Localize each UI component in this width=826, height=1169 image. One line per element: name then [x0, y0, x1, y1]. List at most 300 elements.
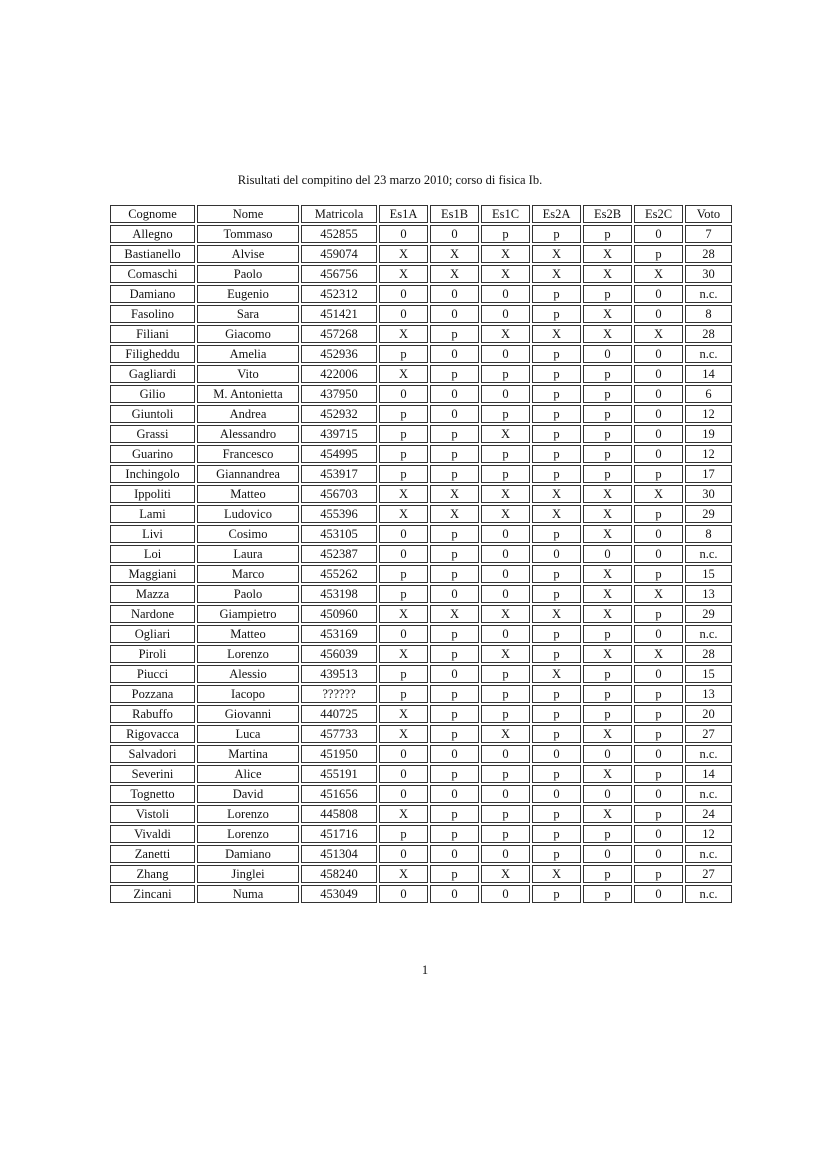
table-cell: 17 [685, 465, 732, 483]
table-cell: p [532, 725, 581, 743]
table-cell: p [583, 225, 632, 243]
table-cell: 0 [430, 785, 479, 803]
table-cell: 0 [583, 345, 632, 363]
table-cell: 451304 [301, 845, 377, 863]
table-cell: X [583, 245, 632, 263]
table-cell: p [583, 405, 632, 423]
table-cell: 12 [685, 445, 732, 463]
table-cell: p [379, 565, 428, 583]
table-cell: X [634, 265, 683, 283]
table-cell: Bastianello [110, 245, 195, 263]
table-row [110, 245, 732, 263]
table-cell: p [583, 885, 632, 903]
table-cell: p [532, 845, 581, 863]
table-cell: X [481, 645, 530, 663]
table-cell: 440725 [301, 705, 377, 723]
table-cell: Pozzana [110, 685, 195, 703]
table-cell: X [583, 805, 632, 823]
table-cell: p [430, 545, 479, 563]
column-header: Matricola [301, 205, 377, 223]
table-cell: Giovanni [197, 705, 299, 723]
table-cell: p [634, 605, 683, 623]
table-cell: Lorenzo [197, 645, 299, 663]
table-cell: 452936 [301, 345, 377, 363]
table-row [110, 885, 732, 903]
table-cell: 0 [634, 745, 683, 763]
table-row [110, 825, 732, 843]
table-cell: p [583, 425, 632, 443]
table-cell: 0 [379, 625, 428, 643]
table-cell: Giacomo [197, 325, 299, 343]
table-cell: 0 [634, 345, 683, 363]
table-cell: p [532, 465, 581, 483]
table-cell: 451656 [301, 785, 377, 803]
table-cell: p [430, 805, 479, 823]
table-cell: p [583, 705, 632, 723]
table-cell: 0 [481, 525, 530, 543]
table-cell: 20 [685, 705, 732, 723]
table-cell: X [481, 605, 530, 623]
table-row [110, 645, 732, 663]
table-cell: 445808 [301, 805, 377, 823]
table-cell: 0 [430, 345, 479, 363]
table-row [110, 345, 732, 363]
table-cell: Eugenio [197, 285, 299, 303]
table-cell: p [532, 885, 581, 903]
column-header: Voto [685, 205, 732, 223]
table-cell: n.c. [685, 345, 732, 363]
table-cell: 0 [379, 385, 428, 403]
column-header: Cognome [110, 205, 195, 223]
table-cell: 0 [430, 585, 479, 603]
table-cell: X [379, 245, 428, 263]
table-cell: David [197, 785, 299, 803]
table-cell: 455262 [301, 565, 377, 583]
table-cell: 452932 [301, 405, 377, 423]
table-cell: 0 [532, 745, 581, 763]
table-cell: 453198 [301, 585, 377, 603]
table-cell: 14 [685, 365, 732, 383]
table-cell: 0 [481, 345, 530, 363]
table-cell: X [430, 505, 479, 523]
table-cell: 457268 [301, 325, 377, 343]
table-cell: Rigovacca [110, 725, 195, 743]
table-cell: p [583, 465, 632, 483]
table-cell: p [532, 565, 581, 583]
table-cell: Ogliari [110, 625, 195, 643]
table-cell: Gagliardi [110, 365, 195, 383]
table-cell: 0 [532, 545, 581, 563]
table-cell: 0 [634, 405, 683, 423]
table-cell: 0 [481, 565, 530, 583]
table-cell: Lorenzo [197, 825, 299, 843]
table-cell: p [532, 825, 581, 843]
table-cell: X [379, 485, 428, 503]
table-cell: X [430, 245, 479, 263]
table-cell: p [481, 405, 530, 423]
table-cell: 453917 [301, 465, 377, 483]
table-cell: Grassi [110, 425, 195, 443]
table-cell: p [583, 445, 632, 463]
table-cell: Mazza [110, 585, 195, 603]
table-row [110, 665, 732, 683]
table-cell: Alvise [197, 245, 299, 263]
table-cell: 13 [685, 585, 732, 603]
table-cell: Zincani [110, 885, 195, 903]
table-cell: 452387 [301, 545, 377, 563]
table-cell: Paolo [197, 265, 299, 283]
table-cell: 0 [481, 845, 530, 863]
table-cell: X [634, 645, 683, 663]
table-cell: 0 [379, 785, 428, 803]
table-cell: p [379, 665, 428, 683]
table-cell: Laura [197, 545, 299, 563]
table-cell: 0 [481, 625, 530, 643]
table-cell: X [532, 605, 581, 623]
table-cell: 27 [685, 865, 732, 883]
table-cell: p [481, 705, 530, 723]
table-cell: n.c. [685, 885, 732, 903]
table-cell: 453105 [301, 525, 377, 543]
table-cell: 0 [430, 665, 479, 683]
table-cell: p [583, 385, 632, 403]
table-cell: 0 [430, 885, 479, 903]
table-cell: p [532, 425, 581, 443]
table-cell: X [532, 265, 581, 283]
table-cell: Fasolino [110, 305, 195, 323]
table-cell: p [634, 505, 683, 523]
table-cell: X [583, 645, 632, 663]
table-row [110, 705, 732, 723]
table-cell: Nardone [110, 605, 195, 623]
table-row [110, 845, 732, 863]
table-cell: p [481, 445, 530, 463]
table-cell: 0 [379, 305, 428, 323]
table-cell: Livi [110, 525, 195, 543]
table-row [110, 405, 732, 423]
table-cell: Loi [110, 545, 195, 563]
table-cell: p [379, 425, 428, 443]
table-row [110, 565, 732, 583]
table-cell: 0 [430, 225, 479, 243]
table-cell: X [532, 505, 581, 523]
table-cell: Piucci [110, 665, 195, 683]
table-cell: 439513 [301, 665, 377, 683]
table-row [110, 305, 732, 323]
table-cell: Severini [110, 765, 195, 783]
table-cell: Paolo [197, 585, 299, 603]
table-cell: 28 [685, 325, 732, 343]
table-cell: p [379, 445, 428, 463]
table-cell: p [532, 705, 581, 723]
table-cell: p [634, 765, 683, 783]
table-cell: 452312 [301, 285, 377, 303]
table-cell: Vistoli [110, 805, 195, 823]
table-cell: p [379, 465, 428, 483]
table-cell: p [583, 825, 632, 843]
table-cell: n.c. [685, 285, 732, 303]
table-cell: 0 [634, 225, 683, 243]
table-cell: 0 [634, 285, 683, 303]
table-cell: 456703 [301, 485, 377, 503]
table-cell: p [379, 405, 428, 423]
table-cell: X [583, 305, 632, 323]
table-cell: p [532, 385, 581, 403]
table-cell: 439715 [301, 425, 377, 443]
table-cell: 14 [685, 765, 732, 783]
table-cell: p [481, 365, 530, 383]
table-cell: p [634, 865, 683, 883]
table-cell: p [532, 685, 581, 703]
table-cell: p [430, 645, 479, 663]
table-cell: p [532, 645, 581, 663]
table-cell: 422006 [301, 365, 377, 383]
table-cell: X [481, 865, 530, 883]
table-cell: p [532, 345, 581, 363]
table-cell: 455191 [301, 765, 377, 783]
table-row [110, 325, 732, 343]
table-cell: Martina [197, 745, 299, 763]
table-cell: p [583, 865, 632, 883]
table-cell: M. Antonietta [197, 385, 299, 403]
table-cell: X [532, 325, 581, 343]
table-cell: 454995 [301, 445, 377, 463]
table-cell: X [634, 585, 683, 603]
table-row [110, 225, 732, 243]
table-cell: X [379, 725, 428, 743]
table-cell: p [583, 285, 632, 303]
table-cell: p [430, 825, 479, 843]
table-cell: X [379, 265, 428, 283]
table-cell: X [583, 325, 632, 343]
table-cell: n.c. [685, 545, 732, 563]
table-cell: X [583, 505, 632, 523]
table-cell: p [583, 685, 632, 703]
table-cell: X [379, 805, 428, 823]
table-cell: p [481, 665, 530, 683]
table-cell: p [430, 565, 479, 583]
table-cell: p [634, 805, 683, 823]
table-cell: 0 [430, 845, 479, 863]
column-header: Es1C [481, 205, 530, 223]
column-header: Es2C [634, 205, 683, 223]
table-cell: 0 [634, 845, 683, 863]
table-cell: X [379, 505, 428, 523]
table-cell: p [379, 345, 428, 363]
table-cell: Filigheddu [110, 345, 195, 363]
table-cell: X [634, 485, 683, 503]
table-cell: X [379, 325, 428, 343]
table-cell: 0 [634, 365, 683, 383]
table-cell: 0 [634, 785, 683, 803]
table-cell: Lami [110, 505, 195, 523]
table-cell: p [430, 325, 479, 343]
table-cell: Alice [197, 765, 299, 783]
table-cell: Sara [197, 305, 299, 323]
table-cell: X [532, 245, 581, 263]
table-cell: 0 [634, 885, 683, 903]
table-cell: p [583, 625, 632, 643]
table-cell: 456756 [301, 265, 377, 283]
table-cell: X [583, 525, 632, 543]
table-cell: X [583, 605, 632, 623]
table-cell: 0 [481, 785, 530, 803]
table-cell: X [379, 705, 428, 723]
table-row [110, 685, 732, 703]
table-cell: 0 [481, 305, 530, 323]
table-row [110, 745, 732, 763]
table-cell: Filiani [110, 325, 195, 343]
table-cell: 459074 [301, 245, 377, 263]
table-cell: X [430, 605, 479, 623]
table-cell: 29 [685, 605, 732, 623]
table-cell: Ippoliti [110, 485, 195, 503]
table-cell: p [430, 685, 479, 703]
table-row [110, 725, 732, 743]
table-cell: p [379, 685, 428, 703]
table-cell: 0 [634, 825, 683, 843]
table-cell: 8 [685, 525, 732, 543]
table-cell: n.c. [685, 845, 732, 863]
table-cell: X [481, 725, 530, 743]
table-cell: Ludovico [197, 505, 299, 523]
table-row [110, 605, 732, 623]
table-cell: p [430, 525, 479, 543]
table-cell: p [634, 245, 683, 263]
table-cell: 0 [379, 545, 428, 563]
table-row [110, 285, 732, 303]
table-cell: 24 [685, 805, 732, 823]
table-cell: p [481, 825, 530, 843]
table-cell: 453049 [301, 885, 377, 903]
table-cell: p [532, 445, 581, 463]
table-cell: 0 [634, 545, 683, 563]
table-cell: Giannandrea [197, 465, 299, 483]
table-cell: 29 [685, 505, 732, 523]
table-cell: p [532, 585, 581, 603]
table-cell: 0 [379, 525, 428, 543]
table-cell: Gilio [110, 385, 195, 403]
table-cell: p [481, 765, 530, 783]
table-cell: n.c. [685, 745, 732, 763]
table-cell: X [583, 725, 632, 743]
table-cell: 7 [685, 225, 732, 243]
table-cell: p [481, 465, 530, 483]
table-cell: 0 [430, 405, 479, 423]
table-cell: p [430, 725, 479, 743]
table-cell: X [481, 265, 530, 283]
table-row [110, 505, 732, 523]
table-cell: X [379, 605, 428, 623]
table-header-row [110, 205, 732, 223]
table-cell: Zanetti [110, 845, 195, 863]
table-cell: X [583, 485, 632, 503]
table-cell: 0 [481, 745, 530, 763]
column-header: Es2A [532, 205, 581, 223]
table-cell: p [634, 685, 683, 703]
table-row [110, 485, 732, 503]
table-cell: p [634, 725, 683, 743]
table-cell: Maggiani [110, 565, 195, 583]
table-cell: 0 [481, 885, 530, 903]
table-cell: 0 [634, 305, 683, 323]
table-cell: X [379, 865, 428, 883]
table-cell: 0 [634, 625, 683, 643]
table-cell: Numa [197, 885, 299, 903]
table-cell: 0 [583, 845, 632, 863]
table-cell: Tommaso [197, 225, 299, 243]
table-cell: Matteo [197, 485, 299, 503]
table-cell: 30 [685, 265, 732, 283]
table-cell: 0 [532, 785, 581, 803]
table-cell: 0 [379, 225, 428, 243]
column-header: Es1B [430, 205, 479, 223]
table-cell: p [430, 865, 479, 883]
table-body [110, 225, 732, 903]
table-cell: Damiano [110, 285, 195, 303]
table-cell: Marco [197, 565, 299, 583]
table-cell: Tognetto [110, 785, 195, 803]
table-cell: p [532, 765, 581, 783]
table-cell: 0 [430, 285, 479, 303]
table-cell: Alessandro [197, 425, 299, 443]
table-cell: 15 [685, 665, 732, 683]
table-cell: 13 [685, 685, 732, 703]
table-cell: p [583, 665, 632, 683]
table-cell: Francesco [197, 445, 299, 463]
table-cell: Salvadori [110, 745, 195, 763]
table-cell: p [481, 805, 530, 823]
table-cell: Giuntoli [110, 405, 195, 423]
table-cell: X [583, 265, 632, 283]
table-cell: 0 [430, 305, 479, 323]
table-cell: 453169 [301, 625, 377, 643]
document-title: Risultati del compitino del 23 marzo 2010; corso di fisica Ib. [237, 173, 543, 187]
table-row [110, 445, 732, 463]
table-cell: 0 [379, 765, 428, 783]
table-cell: X [430, 265, 479, 283]
table-cell: 455396 [301, 505, 377, 523]
table-cell: Matteo [197, 625, 299, 643]
table-row [110, 545, 732, 563]
results-table [108, 203, 734, 905]
table-row [110, 785, 732, 803]
table-cell: 28 [685, 645, 732, 663]
table-cell: ?????? [301, 685, 377, 703]
table-cell: 12 [685, 405, 732, 423]
table-cell: Jinglei [197, 865, 299, 883]
table-cell: 12 [685, 825, 732, 843]
table-cell: p [430, 445, 479, 463]
table-cell: 0 [481, 545, 530, 563]
table-row [110, 625, 732, 643]
table-cell: 0 [379, 845, 428, 863]
table-cell: X [481, 485, 530, 503]
table-cell: p [430, 765, 479, 783]
table-cell: p [379, 825, 428, 843]
table-cell: X [583, 765, 632, 783]
table-cell: 0 [583, 745, 632, 763]
table-cell: 437950 [301, 385, 377, 403]
table-cell: Zhang [110, 865, 195, 883]
table-cell: 458240 [301, 865, 377, 883]
table-cell: p [379, 585, 428, 603]
table-cell: p [430, 705, 479, 723]
table-cell: 0 [634, 445, 683, 463]
table-cell: p [532, 625, 581, 643]
table-cell: p [481, 685, 530, 703]
table-cell: 0 [583, 545, 632, 563]
